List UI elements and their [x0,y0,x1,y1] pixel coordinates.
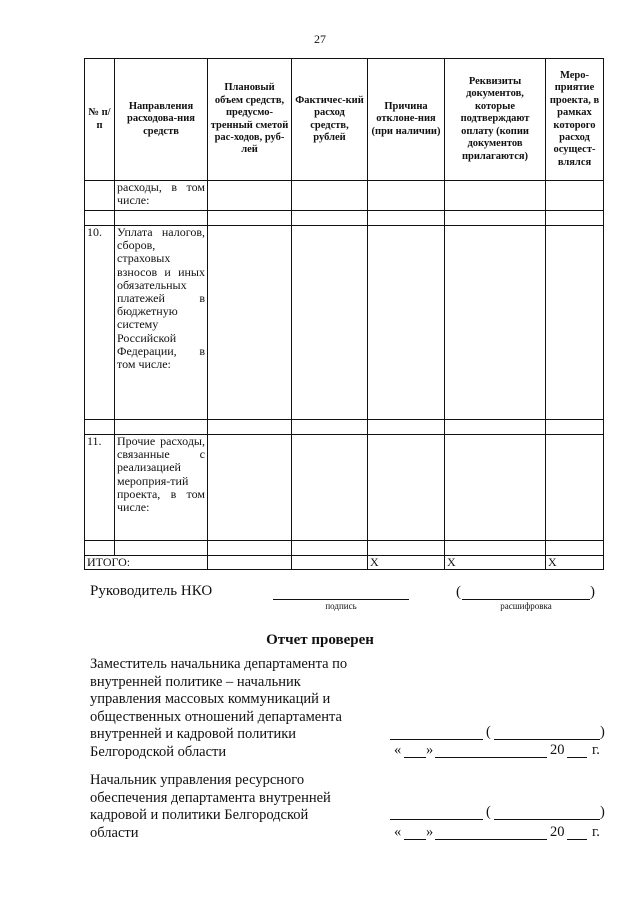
table-row [85,541,604,556]
decode-caption: расшифровка [500,601,552,611]
total-mark: X [546,556,604,570]
nko-head-label: Руководитель НКО [90,583,213,599]
open-paren: ( [486,724,491,740]
quote-close: » [426,742,434,758]
year-prefix: 20 [550,742,565,758]
item-text: Прочие расходы, связанные с реализацией мероприя-тий проекта, в том числе: [115,435,208,541]
item-number: 11. [85,435,115,541]
month-line [435,839,547,840]
month-line [435,757,547,758]
table-row [85,420,604,435]
signer-position: Начальник управления ресурсного обеспечения департамента внутренней кадровой и политики Белгородской области [90,772,331,841]
total-row [85,556,604,570]
quote-open: « [394,742,402,758]
header-documents: Реквизиты документов, которые подтверждают оплату (копии документов прилагаются) [445,59,546,181]
header-num: № п/п [85,59,115,181]
signature-line [273,599,409,600]
total-mark: X [445,556,546,570]
decode-close-paren: ) [590,584,595,600]
year-line [567,757,587,758]
quote-open: « [394,824,402,840]
close-paren: ) [600,804,605,820]
decode-open-paren: ( [456,584,461,600]
decode-line [494,819,600,820]
expense-report-table [84,58,604,570]
signature-line [390,739,483,740]
item-number: 10. [85,226,115,420]
header-actual: Фактичес-кий расход средств, рублей [292,59,368,181]
quote-close: » [426,824,434,840]
header-reason: Причина отклоне-ния (при наличии) [368,59,445,181]
signature-line [390,819,483,820]
total-mark: X [368,556,445,570]
header-event: Меро-приятие проекта, в рамках которого расход осущест-влялся [546,59,604,181]
table-row [85,181,604,211]
year-prefix: 20 [550,824,565,840]
nko-signature-row [90,583,610,617]
header-planned: Плановый объем средств, предусмо-тренный сметой рас-ходов, руб-лей [208,59,292,181]
carry-over-text: расходы, в том числе: [115,181,208,211]
checked-title: Отчет проверен [266,632,374,648]
day-line [404,757,426,758]
signer-position: Заместитель начальника департамента по внутренней политике – начальник управления массовых коммуникаций и общественных отношений департамента внутренней и кадровой политики Белгородской области [90,656,348,760]
table-row [85,226,604,420]
signer-block [90,772,610,852]
year-suffix: г. [592,742,600,758]
table-row [85,211,604,226]
decode-line [494,739,600,740]
day-line [404,839,426,840]
item-text: Уплата налогов, сборов, страховых взносов и иных обязательных платежей в бюджетную систему Российской Федерации, в том числе: [115,226,208,420]
year-line [567,839,587,840]
total-label: ИТОГО: [85,556,208,570]
table-header-row [85,59,604,181]
page-number: 27 [314,32,326,46]
signer-block [90,656,610,768]
signature-caption: подпись [325,601,357,611]
close-paren: ) [600,724,605,740]
table-row [85,435,604,541]
open-paren: ( [486,804,491,820]
decode-line [462,599,590,600]
header-direction: Направления расходова-ния средств [115,59,208,181]
year-suffix: г. [592,824,600,840]
